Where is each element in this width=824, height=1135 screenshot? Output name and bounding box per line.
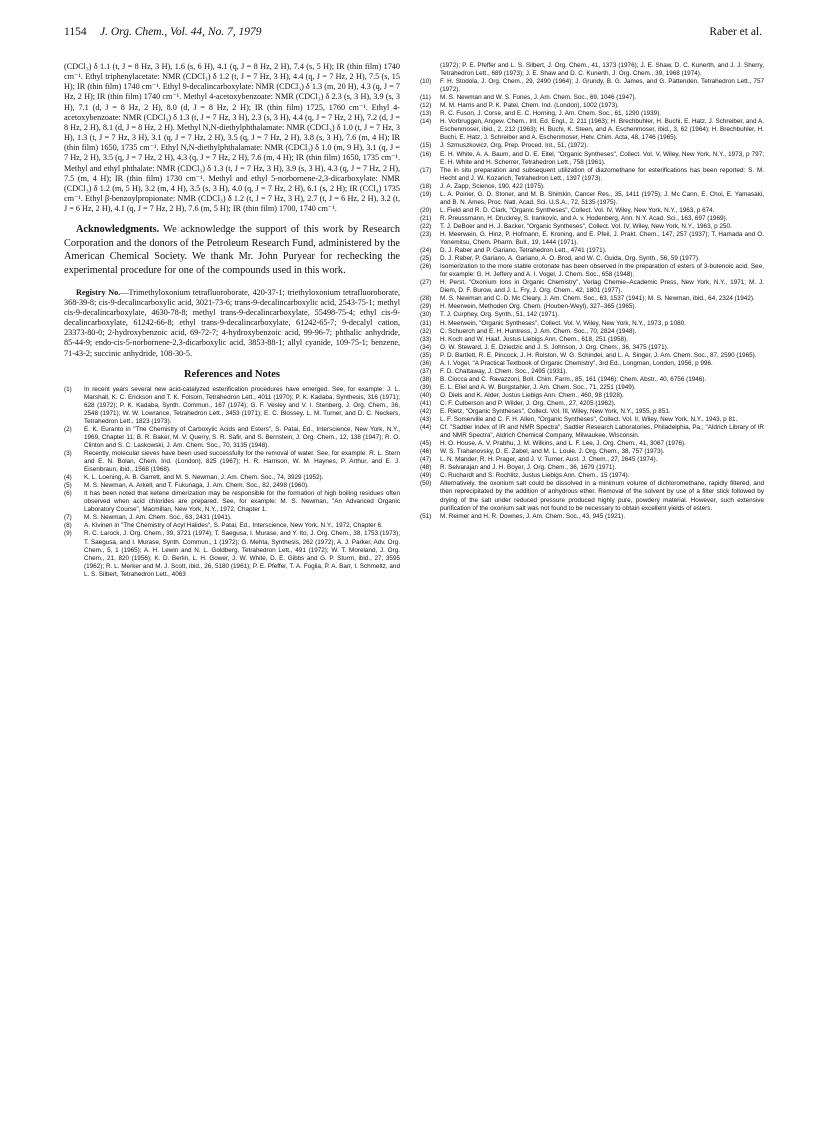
reference-item [420, 336, 764, 344]
reference-number: (38) [420, 375, 432, 383]
reference-item [64, 490, 400, 514]
reference-number: (29) [420, 303, 432, 311]
reference-number: (50) [420, 480, 432, 488]
reference-number: (8) [64, 522, 72, 530]
reference-text: M. S. Newman, J. Am. Chem. Soc., 63, 2431 (1941). [84, 514, 232, 522]
reference-text: L. N. Mander, R. H. Prager, and J. V. Turner, Aust. J. Chem., 27, 2645 (1974). [440, 456, 658, 464]
reference-text: C. F. Culberson and P. Wilder, J. Org. Chem., 27, 4205 (1962). [440, 399, 616, 407]
reference-number: (33) [420, 335, 432, 343]
reference-item [420, 118, 764, 142]
reference-item [420, 513, 764, 521]
reference-text: K. L. Loening, A. B. Garrett, and M. S. Newman, J. Am. Chem. Soc., 74, 3929 (1952). [84, 474, 324, 482]
reference-number: (37) [420, 367, 432, 375]
reference-item [64, 426, 400, 450]
reference-text: R. Selvarajan and J. H. Boyer, J. Org. Chem., 36, 1679 (1971). [440, 464, 617, 472]
reference-number: (42) [420, 408, 432, 416]
reference-number: (47) [420, 456, 432, 464]
reference-item [420, 392, 764, 400]
reference-text: In recent years several new acid-catalyzed esterification procedures have emerged. See, for example: J. L. Marshall, K. C. Erickson and T. K. Folsom, Tetrahedron Lett., 4011 (1970); P. K. Kadaba, Synthesis, 316 (1971); 628 (1972); P. K. Kadaba, Synth. Commun., 167 (1974); G. F. Vesley and V. I. Stenberg, J. Org. Chem., 36, 2548 (1971); W. W. Lowrance, Tetrahedron Lett., 3453 (1971); E. C. Blossey, L. M. Turner, and D. C. Neckers, Tetrahedron Lett., 1823 (1973). [84, 385, 400, 425]
reference-number: (31) [420, 319, 432, 327]
reference-text: It has been noted that ketene dimerization may be responsible for the formation of high boiling residues often observed when acid chlorides are prepared. See, for example: M. S. Newman, "An Advanced Organic Laboratory Course", Macmillan, New York, N.Y., 1972, Chapter 1. [84, 490, 400, 514]
running-authors: Raber et al. [709, 26, 762, 38]
reference-text: M. Reimer and H. R. Downes, J. Am. Chem. Soc., 43, 945 (1921). [440, 512, 626, 520]
reference-item [420, 480, 764, 512]
reference-number: (34) [420, 343, 432, 351]
reference-number: (13) [420, 110, 432, 118]
reference-text: J. Szmuszkovicz, Org. Prep. Proced. Int., 51, (1972). [440, 142, 589, 150]
reference-text: R. C. Larock, J. Org. Chem., 39, 3721 (1974); T. Saegusa, I. Murase, and Y. Ito, J. Org. Chem., 38, 1753 (1973); T. Saegusa, and I. Murase, Synth. Commun., 1 (1972); G. Mehta, Synthesis, 262 (1972); A. J. Parker, Adv. Org. Chem., 5, 1 (1965); A. H. Lewin and N. L. Goldberg, Tetrahedron Lett., 491 (1972); W. T. Moreland, J. Org. Chem., 21, 820 (1956); K. D. Berlin, L. H. Gower, J. W. White, D. E. Gibbs and G. P. Sturm, ibid., 27, 3595 (1962); R. L. Merker and M. J. Scott, ibid., 26, 5180 (1961); P. E. Pfeffer, T. A. Foglia, P. A. Barr, I. Schmeltz, and L. S. Silbert, Tetrahedron Lett., 4063 [84, 530, 400, 578]
reference-text: Cf. "Sadtler Index of IR and NMR Spectra", Sadtler Research Laboratories, Philadelphia, Pa.; "Aldrich Library of IR and NMR Spectra", Aldrich Chemical Company, Milwaukee, Wisconsin. [440, 424, 764, 440]
reference-text: E. K. Euranto in "The Chemistry of Carboxylic Acids and Esters", S. Patai, Ed., Interscience, New York, N.Y., 1969, Chapter 11; B. R. Baker, M. V. Querry, S. R. Safir, and S. Bernstein, J. Org. Chem., 12, 138 (1947); R. O. Clinton and S. C. Laskowski, J. Am. Chem. Soc., 70, 3135 (1948). [84, 425, 400, 449]
reference-number: (28) [420, 295, 432, 303]
reference-number: (3) [64, 450, 72, 457]
reference-text: L. A. Poirier, G. D. Stoner, and M. B. Shimkin, Cancer Res., 35, 1411 (1975); J. Mc Cann, E. Choi, E. Yamasaki, and B. N. Ames, Proc. Natl. Acad. Sci. U.S.A., 72, 5135 (1975). [440, 190, 764, 206]
reference-number: (39) [420, 383, 432, 391]
reference-number: (27) [420, 279, 432, 287]
reference-item [420, 384, 764, 392]
reference-text: The in situ preparation and subsequent utilization of diazomethane for esterifications has been reported: S. M. Hecht and J. W. Kozarich, Tetrahedron Lett., 1397 (1973). [440, 166, 764, 182]
reference-text: B. Ciocca and C. Ravazzoni, Boll. Chim. Farm., 85, 161 (1946); Chem. Abstr., 40, 6756 (1946). [440, 375, 707, 383]
reference-text: P. D. Bartlett, R. E. Pincock, J. H. Rolston, W. G. Schindel, and L. A. Singer, J. Am. Chem. Soc., 87, 2590 (1965). [440, 351, 757, 359]
reference-number: (9) [64, 530, 72, 538]
acknowledgments-text: We acknowledge the support of this work by Research Corporation and the donors of the Petroleum Research Fund, administered by the American Chemical Society. We thank Mr. John Puryear for rechecking the experimental procedure for one of the compounds used in this work. [64, 224, 400, 276]
reference-item [420, 167, 764, 183]
reference-text: M. S. Newman and C. D. Mc Cleary, J. Am. Chem. Soc., 63, 1537 (1941); M. S. Newman, ibid., 64, 2324 (1942). [440, 295, 755, 303]
reference-text: H. Vorbruggen, Angew. Chem., Int. Ed. Engl., 2, 211 (1963); H. Brechbuhler, H. Buchi, E. Hatz, J. Schreiber, and A. Eschenmoser, ibid., 2, 212 (1963); H. Buchi, K. Steen, and A. Eschenmoser, ibid., 3, 62 (1964); H. Brechbuhler, H. Buchi, E. Hatz, J. Schreiber and A. Eschenmoser, Helv. Chim. Acta, 48, 1746 (1965). [440, 118, 764, 142]
reference-number: (36) [420, 359, 432, 367]
reference-text: Recently, molecular sieves have been used successfully for the removal of water. See, for example: R. L. Stern and E. N. Bolan, Chem. Ind. (London), 825 (1967); H. R. Harrison, W. M. Haynes, P. Arthur, and E. J. Eisenbraun, ibid., 1568 (1968). [84, 450, 400, 474]
reference-item [64, 450, 400, 474]
reference-item [420, 328, 764, 336]
reference-text: M. M. Harris and P. K. Patel, Chem. Ind. (London), 1002 (1973). [440, 102, 620, 110]
reference-item [64, 386, 400, 426]
reference-text: T. J. Curphey, Org. Synth., 51, 142 (1971). [440, 311, 560, 319]
reference-item [64, 482, 400, 490]
reference-text: W. S. Trahanovsky, D. E. Zabel, and M. L. Louie, J. Org. Chem., 38, 757 (1973). [440, 448, 665, 456]
reference-number: (7) [64, 514, 72, 522]
reference-item [420, 78, 764, 94]
reference-item [420, 464, 764, 472]
reference-item [420, 448, 764, 456]
reference-text: H. Meerwein, Methoden Org. Chem. (Houben-Weyl), 327–365 (1965). [440, 303, 637, 311]
reference-number: (4) [64, 474, 72, 482]
reference-number: (11) [420, 94, 431, 102]
reference-item [420, 376, 764, 384]
reference-number: (24) [420, 247, 432, 255]
reference-number: (21) [420, 214, 432, 222]
reference-number: (19) [420, 190, 432, 198]
reference-number: (44) [420, 424, 432, 432]
reference-text: L. F. Somerville and C. F. H. Allen, "Organic Syntheses", Collect. Vol. II, Wiley, New York, N.Y., 1943, p 81. [440, 416, 738, 424]
reference-text: J. A. Zapp, Science, 190, 422 (1975). [440, 182, 545, 190]
reference-text: A. I. Vogel, "A Practical Textbook of Organic Chemistry", 3rd Ed., Longman, London, 1956, p 996. [440, 359, 713, 367]
reference-item [420, 110, 764, 118]
reference-number: (20) [420, 206, 432, 214]
reference-text: C. Schuerch and E. H. Huntress, J. Am. Chem. Soc., 70, 2824 (1948). [440, 327, 637, 335]
reference-number: (18) [420, 182, 432, 190]
reference-text: C. Ruchardt and S. Rochlitz, Justus Liebigs Ann. Chem., 15 (1974). [440, 472, 630, 480]
reference-item [420, 255, 764, 263]
reference-item [420, 247, 764, 255]
reference-number: (12) [420, 102, 432, 110]
reference-number: (43) [420, 416, 432, 424]
reference-text: T. J. DeBoer and H. J. Backer, "Organic Syntheses", Collect. Vol. IV, Wiley, New York, N.Y., 1963, p 250. [440, 222, 732, 230]
reference-item [420, 424, 764, 440]
reference-number: (5) [64, 482, 72, 490]
reference-number: (2) [64, 425, 72, 433]
reference-item [420, 151, 764, 167]
reference-list-right [420, 62, 764, 521]
reference-list-left [64, 386, 400, 579]
reference-item [420, 94, 764, 102]
reference-item [420, 207, 764, 215]
reference-number: (40) [420, 391, 432, 399]
reference-number: (14) [420, 118, 432, 126]
reference-item [420, 344, 764, 352]
reference-text: H. Meerwein, "Organic Syntheses", Collect. Vol. V, Wiley, New York, N.Y., 1973, p 1080. [440, 319, 686, 327]
reference-text: R. C. Fuson, J. Corse, and E. C. Horning, J. Am. Chem. Soc., 61, 1290 (1939). [440, 110, 662, 118]
reference-number: (15) [420, 142, 432, 150]
reference-item [64, 530, 400, 578]
reference-item [420, 400, 764, 408]
reference-number: (26) [420, 263, 432, 271]
reference-item [420, 440, 764, 448]
reference-number: (45) [420, 440, 432, 448]
reference-number: (1) [64, 385, 72, 393]
reference-number: (46) [420, 448, 432, 456]
reference-item [420, 368, 764, 376]
reference-text: E. L. Eliel and A. W. Burgstahler, J. Am. Chem. Soc., 71, 2251 (1949). [440, 383, 636, 391]
reference-number: (51) [420, 512, 432, 520]
reference-item [64, 522, 400, 530]
reference-item [420, 142, 764, 150]
reference-text: H. Koch and W. Haaf, Justus Liebigs Ann. Chem., 618, 251 (1958). [440, 335, 628, 343]
left-column [64, 62, 400, 579]
reference-number: (25) [420, 255, 432, 263]
reference-item [420, 263, 764, 279]
reference-text: R. Preussmann, H. Druckrey, S. Irankovic, and A. v. Hodenberg, Ann. N.Y. Acad. Sci., 163, 697 (1969). [440, 214, 728, 222]
reference-number: (23) [420, 230, 432, 238]
reference-number: (17) [420, 166, 432, 174]
acknowledgments [64, 223, 400, 277]
reference-number: (49) [420, 472, 432, 480]
reference-text: A. Kivinen in "The Chemistry of Acyl Halides", S. Patai, Ed., Interscience, New York, N.Y., 1972, Chapter 6. [84, 522, 383, 530]
reference-item [420, 416, 764, 424]
acknowledgments-heading: Acknowledgments. [76, 224, 160, 236]
page-header [64, 26, 762, 44]
reference-item [420, 311, 764, 319]
reference-text: Isomerization to the more stable crotonate has been observed in the preparation of esters of 3-butenoic acid. See, for example: G. H. Jeffery and A. I. Vogel, J. Chem. Soc., 658 (1948). [440, 263, 764, 279]
reference-text: D. J. Raber and P. Gariano, Tetrahedron Lett., 4741 (1971). [440, 247, 607, 255]
reference-text: Alternatively, the oxonium salt could be dissolved in a minimum volume of dichloromethane, rapidly filtered, and then reprecipitated by the addition of anhydrous ether. Removal of the solvent by use of a filter stick followed by drying of the salt under reduced pressure produced highly pure, powdery material. However, such extensive purification of the oxonium salt was not found to be necessary to obtain excellent yields of esters. [440, 480, 764, 512]
reference-item [64, 514, 400, 522]
journal-citation: J. Org. Chem., Vol. 44, No. 7, 1979 [100, 26, 262, 38]
reference-item [420, 408, 764, 416]
reference-text: M. S. Newman, A. Arkell, and T. Fukunaga, J. Am. Chem. Soc., 82, 2498 (1960). [84, 482, 309, 490]
registry-numbers [64, 288, 400, 359]
reference-item [420, 183, 764, 191]
reference-text: H. O. House, A. V. Prabhu, J. M. Wilkins, and L. F. Lee, J. Org. Chem., 41, 3067 (1976). [440, 440, 686, 448]
reference-item [420, 223, 764, 231]
reference-number: (41) [420, 399, 432, 407]
reference-item [420, 231, 764, 247]
right-column [420, 62, 764, 521]
reference-item [420, 102, 764, 110]
reference-item [420, 279, 764, 295]
reference-number: (30) [420, 311, 432, 319]
reference-text: F. D. Chattaway, J. Chem. Soc., 2495 (1931). [440, 367, 568, 375]
reference-item [64, 474, 400, 482]
reference-item [420, 352, 764, 360]
reference-text: E. H. White, A. A. Baum, and D. E. Eitel, "Organic Syntheses", Collect. Vol. V, Wiley, New York, N.Y., 1973, p 797; E. H. White and H. Scherrer, Tetrahedron Lett., 758 (1961). [440, 150, 764, 166]
reference-number: (48) [420, 464, 432, 472]
registry-heading: Registry No. [76, 287, 121, 297]
reference-text: F. H. Stodola, J. Org. Chem., 29, 2490 (1964); J. Grundy, B. G. James, and G. Pattenden, Tetrahedron Lett., 757 (1972). [440, 78, 764, 94]
reference-item [420, 295, 764, 303]
reference-text: L. Field and R. D. Clark, "Organic Syntheses", Collect. Vol. IV, Wiley, New York, N.Y., 1963, p 674. [440, 206, 715, 214]
reference-item [420, 472, 764, 480]
page-number: 1154 [64, 26, 87, 38]
reference-item [420, 320, 764, 328]
reference-text: H. Perst, "Oxonium Ions in Organic Chemistry", Verlag Chemie–Academic Press, New York, N.Y., 1971; M. J. Diem, D. F. Burow, and J. L. Fry, J. Org. Chem., 42, 1801 (1977). [440, 279, 764, 295]
reference-number: (16) [420, 150, 432, 158]
references-heading: References and Notes [183, 368, 281, 380]
registry-text: —Trimethyloxonium tetrafluoroborate, 420-37-1; triethyloxonium tetrafluoroborate, 368-39-8; cis-9-decalincarboxylic acid, 3021-73-6; trans-9-decalincarboxylic acid, 2543-75-1; methyl cis-9-decalincarboxylate, 4630-78-8; methyl trans-9-decalincarboxylate, 55498-75-4; ethyl cis-9-decalincarboxylate, 61242-66-8; ethyl trans-9-decalincarboxylate, 61242-65-7; 9-decalyl cation, 23373-80-0; 2-hydroxybenzoic acid, 69-72-7; 4-hydroxybenzoic acid, 99-96-7; phthalic anhydride, 85-44-9; endo-cis-5-norbornene-2,3-dicarboxylic acid, 3853-88-1; allyl cyanide, 109-75-1; benzene, 71-43-2; succinic anhydride, 108-30-5. [64, 287, 401, 358]
reference-item [420, 303, 764, 311]
reference-item [420, 62, 764, 78]
reference-item [420, 360, 764, 368]
reference-item [420, 215, 764, 223]
reference-item [420, 191, 764, 207]
reference-number: (35) [420, 351, 432, 359]
reference-text: D. J. Raber, P. Gariano, A. Gariano, A. O. Brod, and W. C. Guida, Org. Synth., 56, 59 (1977). [440, 255, 700, 263]
reference-number: (10) [420, 78, 432, 86]
reference-text: O. W. Steward, J. E. Dziedzic and J. S. Johnson, J. Org. Chem., 36, 3475 (1971). [440, 343, 669, 351]
reference-number: (6) [64, 490, 72, 498]
reference-text: M. S. Newman and W. S. Fones, J. Am. Chem. Soc., 69, 1046 (1947). [440, 94, 637, 102]
reference-text: (1972); P. E. Pfeffer and L. S. Silbert, J. Org. Chem., 41, 1373 (1976); J. E. Shaw, D. C. Kunerth, and J. J. Sherry, Tetrahedron Lett., 689 (1973); J. E. Shaw and D. C. Kunerth, J. Org. Chem., 39, 1968 (1974). [440, 62, 764, 78]
reference-number: (22) [420, 222, 432, 230]
reference-text: H. Meerwein, G. Hinz, P. Hofmann, E. Kroning, and E. Pfeil, J. Prakt. Chem., 147, 257 (1937); T. Hamada and O. Yonemitsu, Chem. Pharm. Bull., 19, 1444 (1971). [440, 230, 764, 247]
reference-text: O. Diels and K. Alder, Justus Liebigs Ann. Chem., 460, 98 (1928). [440, 391, 624, 399]
reference-item [420, 456, 764, 464]
experimental-data: (CDCl₃) δ 1.1 (t, J = 8 Hz, 3 H), 1.6 (s, 6 H), 4.1 (q, J = 8 Hz, 2 H), 7.4 (s, 5 H); IR (thin film) 1740 cm⁻¹. Ethyl triphenylacetate: NMR (CDCl₃) δ 1.2 (t, J = 7 Hz, 3 H), 4.4 (q, J = 7 Hz, 2 H), 7.5 (s, 15 H); IR (thin film) 1740 cm⁻¹. Ethyl 9-decalincarboxylate: NMR (CDCl₃) δ 1.3 (m, 20 H), 4.3 (q, J = 7 Hz, 2 H); IR (thin film) 1740 cm⁻¹. Methyl 4-acetoxybenzoate: NMR (CDCl₃) δ 2.3 (s, 3 H), 3.9 (s, 3 H), 7.1 (d, J = 8 Hz, 2 H), 8.0 (d, J = 8 Hz, 2 H); IR (thin film) 1725, 1760 cm⁻¹. Ethyl 4-acetoxybenzoate: NMR (CDCl₃) δ 1.3 (t, J = 7 Hz, 3 H), 2.3 (s, 3 H), 4.4 (q, J = 7 Hz, 2 H), 7.2 (d, J = 8 Hz, 2 H), 8.1 (d, J = 8 Hz, 2 H). Methyl N,N-diethylphthalamate: NMR (CDCl₃) δ 1.0 (t, J = 7 Hz, 3 H), 1.3 (t, J = 7 Hz, 3 H), 3.1 (q, J = 7 Hz, 2 H), 3.5 (q, J = 7 Hz, 2 H), 3.8 (s, 3 H), 7.6 (m, 4 H); IR (thin film) 1650, 1735 cm⁻¹. Ethyl N,N-diethylphthalamate: NMR (CDCl₃) δ 1.0 (m, 9 H), 3.1 (q, J = 7 Hz, 2 H), 3.5 (q, J = 7 Hz, 2 H), 4.3 (q, J = 7 Hz, 2 H), 7.6 (m, 4 H); IR (thin film) 1650, 1735 cm⁻¹. Methyl and ethyl phthalate: NMR (CDCl₃) δ 1.3 (t, J = 7 Hz, 3 H), 3.9 (s, 3 H), 4.3 (q, J = 7 Hz, 2 H), 7.5 (m, 4 H); IR (thin film) 1730 cm⁻¹. Methyl and ethyl 5-norbornene-2,3-dicarboxylate: NMR (CDCl₃) δ 1.2 (m, 5 H), 3.2 (m, 4 H), 3.5 (s, 3 H), 4.0 (q, J = 7 Hz, 2 H), 6.1 (s, 2 H); IR (CCl₄) 1735 cm⁻¹. Ethyl β-benzoylpropionate: NMR (CDCl₃) δ 1.2 (t, J = 7 Hz, 3 H), 2.7 (t, J = 6 Hz, 2 H), 3.2 (t, J = 6 Hz, 2 H), 4.1 (q, J = 7 Hz, 2 H), 7.6 (m, 5 H); IR (thin film) 1700, 1740 cm⁻¹. [64, 62, 400, 214]
reference-number: (32) [420, 327, 432, 335]
reference-text: E. Rietz, "Organic Syntheses", Collect. Vol. III, Wiley, New York, N.Y., 1955, p 851. [440, 408, 671, 416]
